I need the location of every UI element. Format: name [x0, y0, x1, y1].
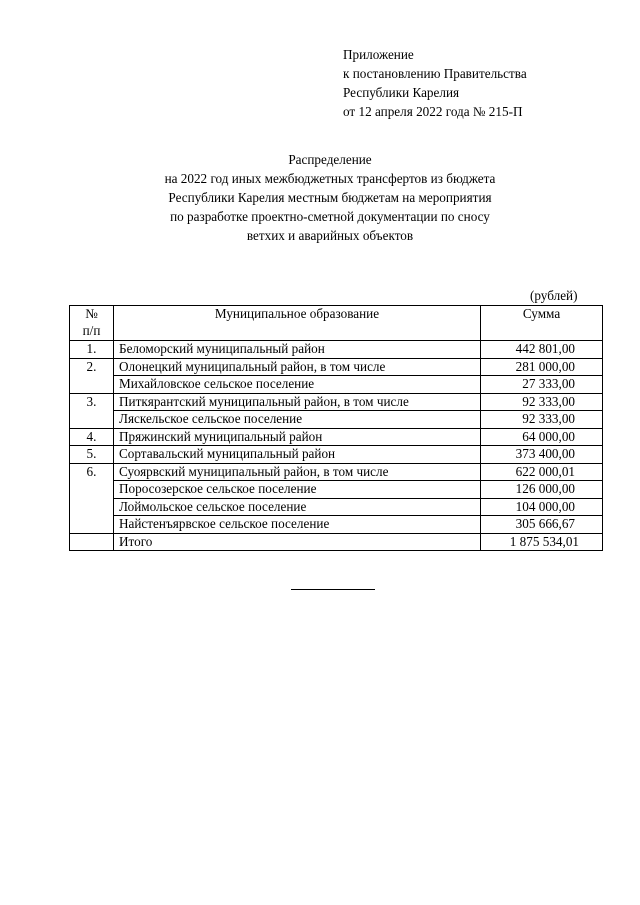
row-sum: 92 333,00: [481, 393, 603, 411]
row-name: Питкярантский муниципальный район, в том числе: [114, 393, 481, 411]
row-num: 5.: [70, 446, 114, 464]
row-num: 2.: [70, 358, 114, 376]
row-sum: 126 000,00: [481, 481, 603, 499]
row-num: [70, 498, 114, 516]
row-name: Олонецкий муниципальный район, в том числе: [114, 358, 481, 376]
table-header-row: [70, 306, 603, 324]
title-line: ветхих и аварийных объектов: [246, 228, 414, 243]
distribution-table: [69, 305, 603, 551]
appendix-line: от 12 апреля 2022 года № 215-П: [343, 104, 523, 119]
row-sum: 104 000,00: [481, 498, 603, 516]
table-row: [70, 411, 603, 429]
row-sum: 64 000,00: [481, 428, 603, 446]
table-row: [70, 393, 603, 411]
table-row: [70, 498, 603, 516]
title-line: на 2022 год иных межбюджетных трансфертов из бюджета: [164, 171, 496, 186]
header-sum: Сумма: [481, 306, 603, 324]
row-name: Лоймольское сельское поселение: [114, 498, 481, 516]
table-row: [70, 446, 603, 464]
table-row: [70, 358, 603, 376]
row-num: 4.: [70, 428, 114, 446]
total-label: Итого: [114, 533, 481, 551]
row-name: Суоярвский муниципальный район, в том числе: [114, 463, 481, 481]
units-label: (рублей): [530, 288, 578, 303]
title-line: Республики Карелия местным бюджетам на мероприятия: [168, 190, 492, 205]
row-num: [70, 481, 114, 499]
table-row: [70, 376, 603, 394]
row-name: Беломорский муниципальный район: [114, 341, 481, 359]
table-row: [70, 516, 603, 534]
row-num: [70, 376, 114, 394]
header-municipality-cont: [114, 323, 481, 341]
row-num: [70, 516, 114, 534]
row-sum: 92 333,00: [481, 411, 603, 429]
header-num-sub: п/п: [70, 323, 114, 341]
row-name: Михайловское сельское поселение: [114, 376, 481, 394]
row-num: 1.: [70, 341, 114, 359]
table-row: [70, 428, 603, 446]
row-name: Найстенъярвское сельское поселение: [114, 516, 481, 534]
table-header-row: [70, 323, 603, 341]
appendix-line: Приложение: [343, 47, 414, 62]
row-sum: 442 801,00: [481, 341, 603, 359]
row-num: 6.: [70, 463, 114, 481]
row-name: Сортавальский муниципальный район: [114, 446, 481, 464]
header-num: №: [70, 306, 114, 324]
row-sum: 622 000,01: [481, 463, 603, 481]
total-sum: 1 875 534,01: [481, 533, 603, 551]
appendix-line: Республики Карелия: [343, 85, 460, 100]
row-sum: 27 333,00: [481, 376, 603, 394]
row-num: 3.: [70, 393, 114, 411]
appendix-line: к постановлению Правительства: [343, 66, 527, 81]
row-sum: 281 000,00: [481, 358, 603, 376]
end-separator-line: [291, 589, 375, 590]
table-row: [70, 463, 603, 481]
title-line: Распределение: [288, 152, 372, 167]
total-num: [70, 533, 114, 551]
row-name: Пряжинский муниципальный район: [114, 428, 481, 446]
row-name: Ляскельское сельское поселение: [114, 411, 481, 429]
row-sum: 373 400,00: [481, 446, 603, 464]
row-name: Поросозерское сельское поселение: [114, 481, 481, 499]
row-num: [70, 411, 114, 429]
table-total-row: [70, 533, 603, 551]
document-title: [100, 150, 560, 245]
header-municipality: Муниципальное образование: [114, 306, 481, 324]
title-line: по разработке проектно-сметной документации по сносу: [170, 209, 490, 224]
table-row: [70, 341, 603, 359]
row-sum: 305 666,67: [481, 516, 603, 534]
table-row: [70, 481, 603, 499]
header-sum-cont: [481, 323, 603, 341]
appendix-block: [343, 45, 527, 121]
